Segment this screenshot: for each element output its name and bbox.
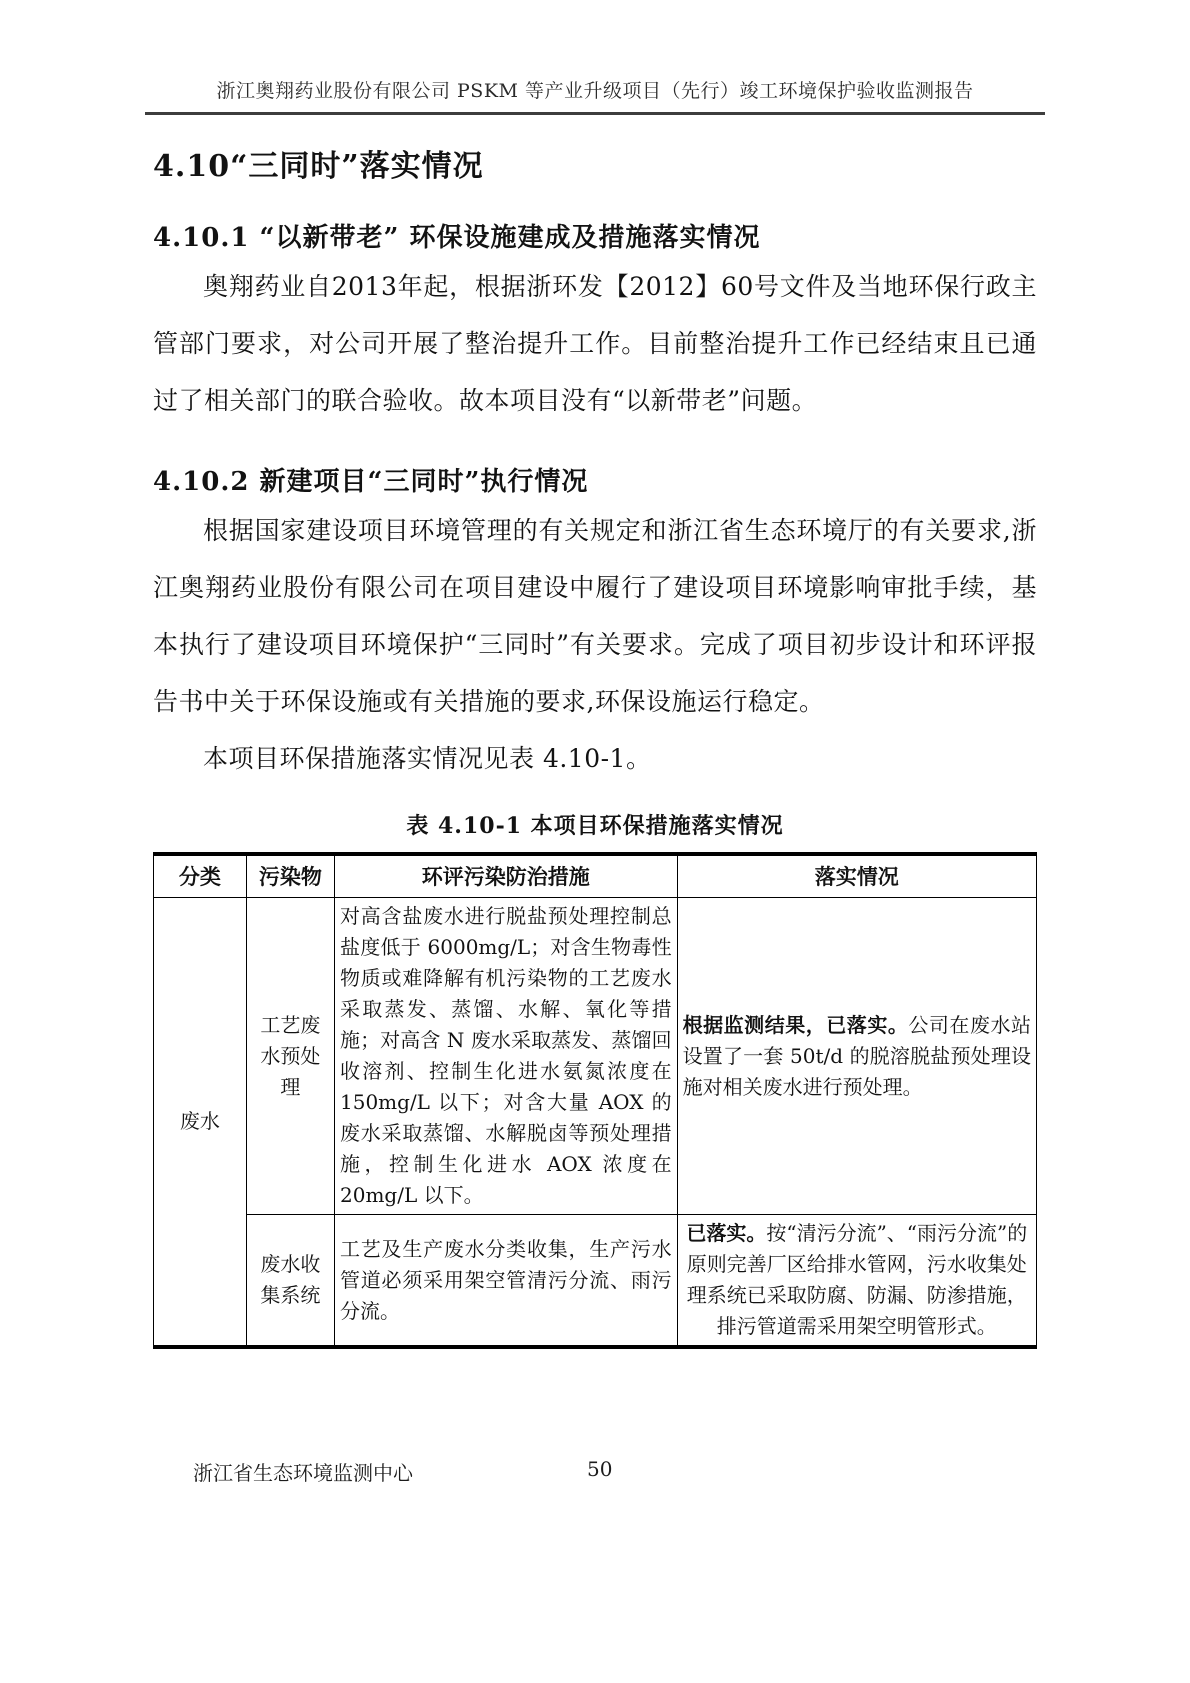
cell-status-collection (677, 1215, 1036, 1348)
cell-measure-pretreatment: 对高含盐废水进行脱盐预处理控制总盐度低于 6000mg/L；对含生物毒性物质或难降解有机污染物的工艺废水采取蒸发、蒸馏、水解、氧化等措施；对高含 N 废水采取蒸发、蒸馏回收溶剂、控制生化进水氨氮浓度在 150mg/L 以下；对含大量 AOX 的废水采取蒸馏、水解脱卤等预处理措施，控制生化进水 AOX 浓度在 20mg/L 以下。 (335, 898, 678, 1215)
measures-table (153, 852, 1037, 1349)
cell-status-pretreatment (677, 898, 1036, 1215)
column-header-measures: 环评污染防治措施 (335, 854, 678, 898)
header-divider (145, 112, 1045, 115)
document-body (153, 141, 1037, 1349)
cell-pollutant-collection: 废水收集系统 (246, 1215, 334, 1348)
cell-measure-collection: 工艺及生产废水分类收集，生产污水管道必须采用架空管清污分流、雨污分流。 (335, 1215, 678, 1348)
running-header-title: 浙江奥翔药业股份有限公司 PSKM 等产业升级项目（先行）竣工环境保护验收监测报告 (216, 80, 974, 102)
cell-category-wastewater: 废水 (154, 898, 247, 1348)
status-bold-text: 已落实。 (686, 1221, 767, 1245)
table-header-row (154, 854, 1037, 898)
paragraph-table-reference: 本项目环保措施落实情况见表 4.10-1。 (203, 744, 652, 773)
section-heading-4-10: 4.10“三同时”落实情况 (153, 149, 484, 184)
column-header-pollutant: 污染物 (246, 854, 334, 898)
page-header (145, 0, 1045, 115)
status-bold-text: 根据监测结果，已落实。 (682, 1012, 909, 1037)
status-detail-text: 公司在废水站设置了一套 50t/d 的脱溶脱盐预处理设施对相关废水进行预处理。 (682, 1012, 1032, 1099)
column-header-category: 分类 (154, 854, 247, 898)
table-row (154, 898, 1037, 1215)
cell-pollutant-pretreatment: 工艺废水预处理 (246, 898, 334, 1215)
subsection-heading-4-10-2: 4.10.2 新建项目“三同时”执行情况 (153, 467, 589, 497)
subsection-heading-4-10-1: 4.10.1 “以新带老” 环保设施建成及措施落实情况 (153, 223, 761, 253)
paragraph-old-facilities: 奥翔药业自2013年起，根据浙环发【2012】60号文件及当地环保行政主管部门要求，对公司开展了整治提升工作。目前整治提升工作已经结束且已通过了相关部门的联合验收。故本项目没有“以新带老”问题。 (153, 272, 1037, 415)
status-detail-text: 按“清污分流”、“雨污分流”的原则完善厂区给排水管网，污水收集处理系统已采取防腐、防漏、防渗措施，排污管道需采用架空明管形式。 (686, 1221, 1028, 1338)
table-caption: 表 4.10-1 本项目环保措施落实情况 (406, 813, 784, 839)
column-header-status: 落实情况 (677, 854, 1036, 898)
page-number: 50 (587, 1457, 613, 1481)
footer-organization: 浙江省生态环境监测中心 (193, 1461, 413, 1485)
paragraph-three-simultaneous: 根据国家建设项目环境管理的有关规定和浙江省生态环境厅的有关要求,浙江奥翔药业股份有限公司在项目建设中履行了建设项目环境影响审批手续，基本执行了建设项目环境保护“三同时”有关要求。完成了项目初步设计和环评报告书中关于环保设施或有关措施的要求,环保设施运行稳定。 (153, 516, 1037, 716)
table-row (154, 1215, 1037, 1348)
